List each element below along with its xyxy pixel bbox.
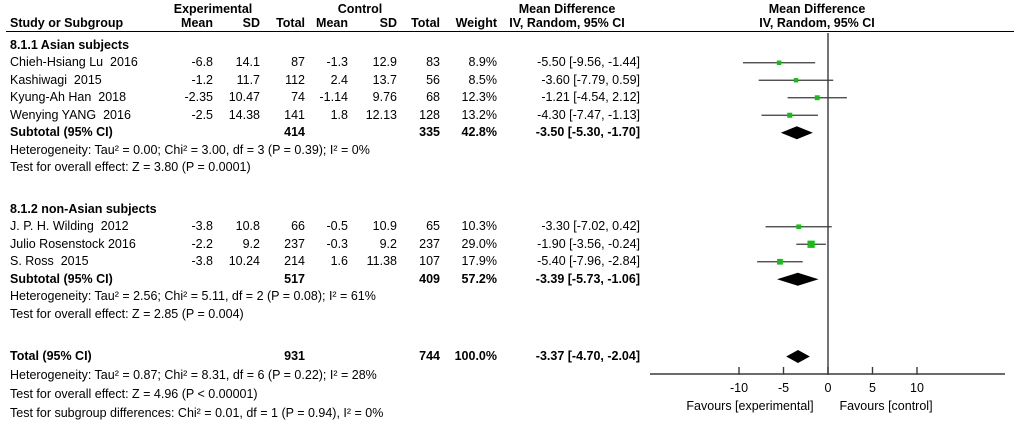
- cell-md-ci: -3.37 [-4.70, -2.04]: [535, 349, 640, 363]
- total-row: [0, 347, 1020, 366]
- total-label: Total (95% CI): [10, 349, 92, 363]
- note-text: Test for subgroup differences: Chi² = 0.01, df = 1 (P = 0.94), I² = 0%: [10, 406, 384, 420]
- cell-col-0: -2.5: [191, 107, 213, 122]
- cell-col-4: 9.2: [379, 236, 397, 251]
- total-overall-effect-row: [0, 385, 1020, 404]
- header-underline: [6, 31, 1014, 33]
- header-exp-total: Total: [276, 16, 305, 30]
- subgroup-header-row: [0, 201, 1020, 219]
- study-name: J. P. H. Wilding 2012: [10, 219, 129, 233]
- study-row: [0, 107, 1020, 125]
- note-text: Test for overall effect: Z = 3.80 (P = 0.0001): [10, 160, 251, 174]
- cell-col-0: -1.2: [191, 72, 213, 87]
- cell-col-5: 107: [419, 254, 440, 268]
- tick-label: 10: [910, 381, 924, 395]
- cell-col-4: 9.76: [372, 90, 397, 104]
- cell-col-3: -1.14: [319, 90, 348, 104]
- cell-col-1: 10.24: [228, 254, 260, 268]
- subtotal-row: [0, 124, 1020, 142]
- note-text: Test for overall effect: Z = 2.85 (P = 0.004): [10, 306, 244, 321]
- cell-md-ci: -3.60 [-7.79, 0.59]: [541, 72, 640, 87]
- subgroup-label: 8.1.2 non-Asian subjects: [10, 201, 157, 216]
- tick-label: -10: [729, 381, 749, 395]
- cell-col-1: 14.38: [228, 107, 260, 122]
- cell-col-0: -2.35: [184, 90, 213, 104]
- cell-col-3: -0.5: [326, 219, 348, 233]
- header-mean-difference-text: Mean Difference: [518, 2, 616, 16]
- study-name: Chieh-Hsiang Lu 2016: [10, 55, 138, 69]
- study-row: [0, 253, 1020, 271]
- study-name: S. Ross 2015: [10, 254, 89, 268]
- cell-col-4: 11.38: [366, 254, 397, 268]
- study-name: Kashiwagi 2015: [10, 72, 102, 87]
- header-ctl-sd: SD: [379, 16, 397, 30]
- cell-col-3: 1.8: [330, 107, 348, 122]
- cell-col-3: -0.3: [326, 236, 348, 251]
- header-weight: Weight: [455, 16, 497, 30]
- tick-label: -5: [777, 381, 790, 395]
- cell-col-5: 83: [426, 55, 440, 69]
- header-exp-mean: Mean: [181, 16, 213, 30]
- header-iv-random-text: IV, Random, 95% CI: [509, 16, 625, 30]
- favours-control-label: Favours [control]: [839, 399, 933, 413]
- header-study-or-subgroup: Study or Subgroup: [10, 16, 124, 30]
- cell-col-6: 17.9%: [461, 254, 497, 268]
- cell-md-ci: -4.30 [-7.47, -1.13]: [537, 107, 640, 122]
- cell-md-ci: -1.90 [-3.56, -0.24]: [537, 236, 640, 251]
- cell-col-2: 74: [291, 90, 305, 104]
- cell-col-5: 128: [419, 107, 440, 122]
- study-name: Wenying YANG 2016: [10, 107, 131, 122]
- cell-col-6: 13.2%: [461, 107, 497, 122]
- subtotal-row: [0, 271, 1020, 289]
- cell-col-6: 8.9%: [468, 55, 497, 69]
- cell-col-4: 10.9: [372, 219, 397, 233]
- cell-col-6: 29.0%: [461, 236, 497, 251]
- cell-col-6: 8.5%: [468, 72, 497, 87]
- overall-effect-row: [0, 306, 1020, 324]
- subtotal-label: Subtotal (95% CI): [10, 125, 113, 139]
- cell-col-6: 57.2%: [461, 271, 497, 286]
- cell-col-5: 237: [419, 236, 440, 251]
- study-row: [0, 236, 1020, 254]
- heterogeneity-row: [0, 288, 1020, 306]
- cell-col-6: 100.0%: [454, 349, 497, 363]
- tick-label: 5: [869, 381, 876, 395]
- study-row: [0, 89, 1020, 107]
- cell-col-2: 112: [285, 72, 305, 87]
- subgroup-label: 8.1.1 Asian subjects: [10, 37, 130, 52]
- favours-experimental-label: Favours [experimental]: [686, 399, 814, 413]
- header-group-control: Control: [337, 2, 383, 16]
- cell-md-ci: -3.30 [-7.02, 0.42]: [541, 219, 640, 233]
- cell-col-0: -3.8: [191, 219, 213, 233]
- cell-col-1: 11.7: [236, 72, 260, 87]
- cell-col-2: 66: [291, 219, 305, 233]
- header-ctl-total: Total: [411, 16, 440, 30]
- cell-col-5: 409: [419, 271, 440, 286]
- cell-col-5: 335: [419, 125, 440, 139]
- note-text: Test for overall effect: Z = 4.96 (P < 0.00001): [10, 387, 258, 401]
- cell-col-2: 237: [284, 236, 305, 251]
- note-text: Heterogeneity: Tau² = 0.87; Chi² = 8.31, df = 6 (P = 0.22); I² = 28%: [10, 368, 377, 382]
- study-row: [0, 218, 1020, 236]
- note-text: Heterogeneity: Tau² = 2.56; Chi² = 5.11, df = 2 (P = 0.08); I² = 61%: [10, 289, 376, 303]
- cell-col-4: 12.13: [365, 107, 397, 122]
- cell-col-2: 141: [284, 107, 305, 122]
- cell-col-3: 2.4: [330, 72, 348, 87]
- header-iv-random-plot: IV, Random, 95% CI: [759, 16, 875, 30]
- header-exp-sd: SD: [242, 16, 260, 30]
- cell-col-0: -3.8: [191, 254, 213, 268]
- total-heterogeneity-row: [0, 366, 1020, 385]
- cell-md-ci: -3.39 [-5.73, -1.06]: [535, 271, 640, 286]
- cell-col-0: -6.8: [191, 55, 213, 69]
- cell-col-1: 9.2: [242, 236, 260, 251]
- cell-col-5: 56: [426, 72, 440, 87]
- study-name: Kyung-Ah Han 2018: [10, 90, 127, 104]
- note-text: Heterogeneity: Tau² = 0.00; Chi² = 3.00, df = 3 (P = 0.39); I² = 0%: [10, 142, 370, 157]
- cell-col-3: 1.6: [330, 254, 348, 268]
- cell-col-2: 931: [284, 349, 305, 363]
- cell-md-ci: -1.21 [-4.54, 2.12]: [541, 90, 640, 104]
- study-row: [0, 54, 1020, 72]
- cell-col-2: 414: [284, 125, 305, 139]
- cell-col-0: -2.2: [191, 236, 213, 251]
- cell-col-1: 10.8: [235, 219, 260, 233]
- cell-col-5: 68: [426, 90, 440, 104]
- tick-label: 0: [824, 381, 832, 395]
- heterogeneity-row: [0, 142, 1020, 160]
- cell-col-2: 517: [284, 271, 305, 286]
- cell-col-1: 10.47: [228, 90, 260, 104]
- header-mean-difference-plot: Mean Difference: [768, 2, 866, 16]
- cell-col-5: 744: [419, 349, 440, 363]
- cell-col-1: 14.1: [235, 55, 260, 69]
- cell-col-4: 12.9: [372, 55, 397, 69]
- study-row: [0, 72, 1020, 90]
- cell-col-6: 12.3%: [461, 90, 497, 104]
- cell-col-2: 87: [291, 55, 305, 69]
- header-ctl-mean: Mean: [316, 16, 348, 30]
- cell-col-6: 10.3%: [461, 219, 497, 233]
- cell-col-5: 65: [426, 219, 440, 233]
- subgroup-differences-row: [0, 404, 1020, 423]
- cell-col-2: 214: [284, 254, 305, 268]
- cell-col-6: 42.8%: [461, 125, 497, 139]
- overall-effect-row: [0, 159, 1020, 177]
- subgroup-header-row: [0, 37, 1020, 55]
- subtotal-label: Subtotal (95% CI): [10, 271, 113, 286]
- header-group-experimental: Experimental: [173, 2, 253, 16]
- cell-col-3: -1.3: [326, 55, 348, 69]
- cell-md-ci: -5.40 [-7.96, -2.84]: [537, 254, 640, 268]
- cell-md-ci: -3.50 [-5.30, -1.70]: [535, 125, 640, 139]
- study-name: Julio Rosenstock 2016: [10, 236, 136, 251]
- cell-md-ci: -5.50 [-9.56, -1.44]: [537, 55, 640, 69]
- cell-col-4: 13.7: [372, 72, 397, 87]
